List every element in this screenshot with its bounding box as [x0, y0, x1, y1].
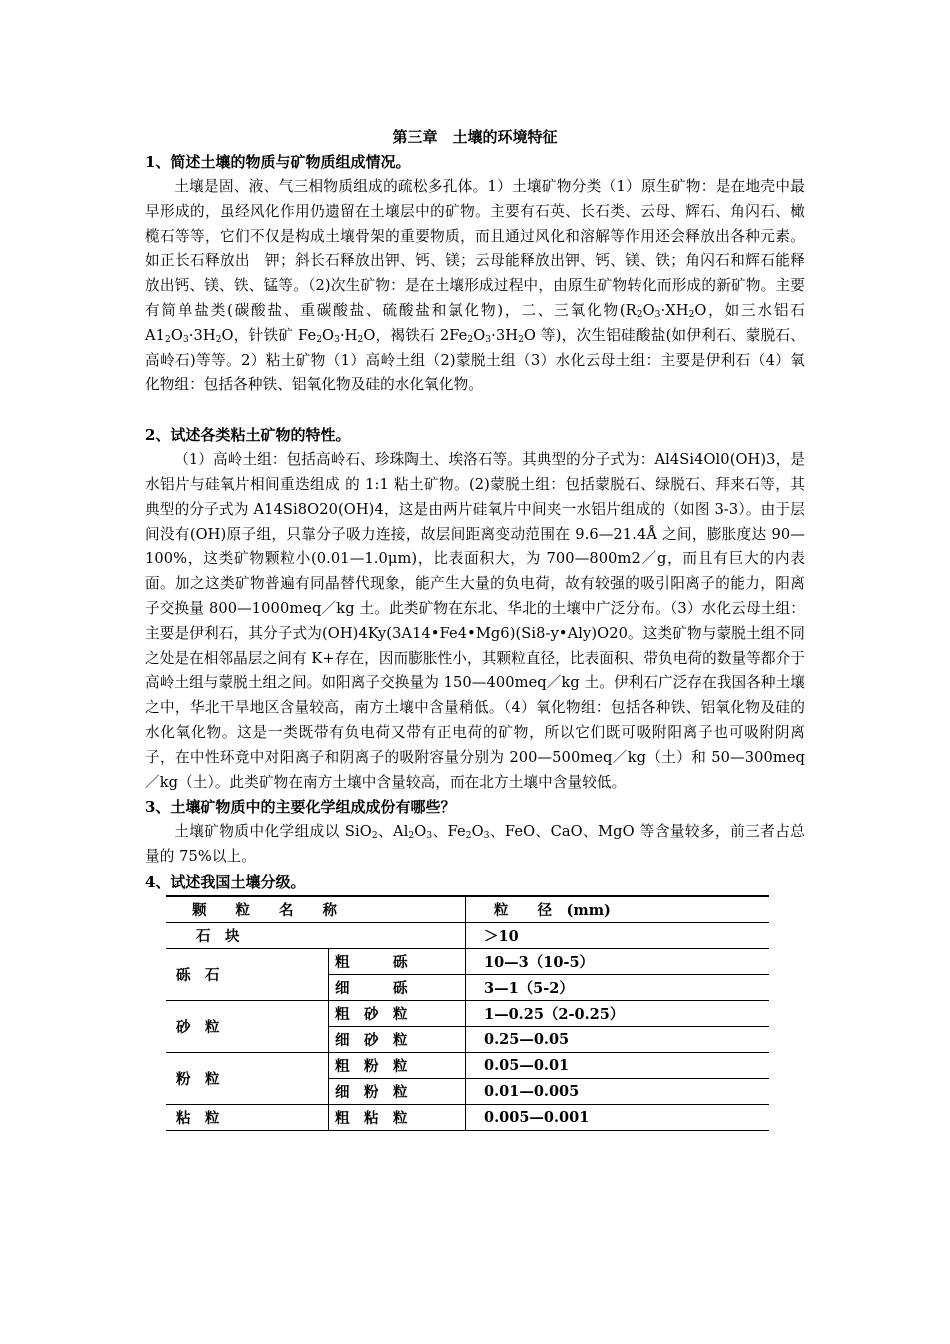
cell-gravel: 砾 石 — [166, 948, 329, 1000]
cell-stone: 石 块 — [166, 922, 466, 948]
question-2: 2、试述各类粘土矿物的特性。 — [145, 426, 351, 445]
table-row-silt-coarse — [166, 1052, 769, 1078]
cell-sand-coarse-size: 1—0.25（2-0.25） — [466, 1000, 770, 1026]
cell-silt: 粉 粒 — [166, 1052, 329, 1104]
cell-silt-fine: 细 粉 粒 — [329, 1078, 466, 1104]
cell-sand-fine-size: 0.25—0.05 — [466, 1026, 770, 1052]
cell-gravel-coarse-size: 10—3（10-5） — [466, 948, 770, 974]
header-grain-size: 粒 径 (mm) — [466, 896, 770, 923]
chapter-title: 第三章 土壤的环境特征 — [392, 128, 558, 146]
answer-2: （1）高岭土组：包括高岭石、珍珠陶土、埃洛石等。其典型的分子式为：Al4Si4Ol0(OH)3，是水铝片与硅氧片相间重迭组成 的 1:1 粘土矿物。(2)蒙脱土组：包括蒙脱石、绿脱石、拜来石等，其典型的分子式为 A14Si8O20(OH)4，这是由两片硅氧片中间夹一水铝片组成的（如图 3-3）。由于层间没有(OH)原子组，只靠分子吸力连接，故层间距离变动范围在 9.6—21.4Å 之间，膨胀度达 90—100%，这类矿物颗粒小(0.01—1.0μm)，比表面积大，为 700—800m2／g，而且有巨大的内表面。加之这类矿物普遍有同晶替代现象，能产生大量的负电荷，故有较强的吸引阳离子的能力，阳离子交换量 800—1000meq／kg 土。此类矿物在东北、华北的土壤中广泛分布。（3）水化云母土组：主要是伊利石，其分子式为(OH)4Ky(3A14•Fe4•Mg6)(Si8-y•Aly)O20。这类矿物与蒙脱土组不同之处是在相邻晶层之间有 K+存在，因而膨胀性小，其颗粒直径，比表面积、带负电荷的数量等都介于高岭土组与蒙脱土组之间。如阳离子交换量为 150—400meq／kg 土。伊利石广泛存在我国各种土壤之中，华北干旱地区含量较高，南方土壤中含量稍低。（4）氧化物组：包括各种铁、铝氧化物及硅的水化氧化物。这是一类既带有负电荷又带有正电荷的矿物，所以它们既可吸附阳离子也可吸附阴离子，在中性环竟中对阳离子和阴离子的吸附容量分别为 200—500meq／kg（土）和 50—300meq／kg（土）。此类矿物在南方土壤中含量较高，而在北方土壤中含量较低。 — [145, 451, 805, 791]
cell-sand: 砂 粒 — [166, 1000, 329, 1052]
cell-silt-coarse-size: 0.05—0.01 — [466, 1052, 770, 1078]
cell-stone-size: ＞10 — [466, 922, 770, 948]
cell-clay: 粘 粒 — [166, 1104, 329, 1130]
answer-3: 土壤矿物质中化学组成以 SiO$_2$、$Al_2O_3$、$Fe_2O_3$、FeO、CaO、MgO 等含量较多，前三者占总量的 75%以上。 — [145, 823, 805, 866]
cell-silt-coarse: 粗 粉 粒 — [329, 1052, 466, 1078]
cell-sand-fine: 细 砂 粒 — [329, 1026, 466, 1052]
table-row-sand-coarse — [166, 1000, 769, 1026]
table-header-row — [166, 896, 769, 923]
cell-clay-coarse-size: 0.005—0.001 — [466, 1104, 770, 1130]
question-4: 4、试述我国土壤分级。 — [145, 872, 306, 891]
document-page — [145, 125, 805, 1131]
table-row-gravel-coarse — [166, 948, 769, 974]
answer-1: 土壤是固、液、气三相物质组成的疏松多孔体。1）土壤矿物分类（1）原生矿物：是在地壳中最早形成的，虽经风化作用仍遗留在土壤层中的矿物。主要有石英、长石类、云母、辉石、角闪石、橄榄石等等，它们不仅是构成土壤骨架的重要物质，而且通过风化和溶解等作用还会释放出各种元素。如正长石释放出 钾；斜长石释放出钾、钙、镁；云母能释放出钾、钙、镁、铁；角闪石和辉石能释放出钙、镁、铁、锰等。（2)次生矿物：是在土壤形成过程中，由原生矿物转化而形成的新矿物。主要有简单盐类(碳酸盐、重碳酸盐、硫酸盐和氯化物)，二、三氧化物($R_2O_3\cdot XH_2O$，如三水铝石 $A1_2O_3\cdot 3H_2O$，针铁矿 $Fe_2O_3\cdot H_2O$，褐铁石 $2Fe_2O_3\cdot 3H_2O$ 等)，次生铝硅酸盐(如伊利石、蒙脱石、高岭石)等等。2）粘土矿物（1）高岭土组（2)蒙脱土组（3）水化云母土组：主要是伊利石（4）氧化物组：包括各种铁、铝氧化物及硅的水化氧化物。 — [145, 178, 805, 394]
header-grain-name: 颗 粒 名 称 — [166, 896, 466, 923]
question-3: 3、土壤矿物质中的主要化学组成成份有哪些？ — [145, 798, 456, 817]
cell-gravel-fine: 细 砾 — [329, 974, 466, 1000]
cell-silt-fine-size: 0.01—0.005 — [466, 1078, 770, 1104]
blank-line — [145, 398, 805, 423]
soil-grain-table — [166, 895, 769, 1131]
cell-clay-coarse: 粗 粘 粒 — [329, 1104, 466, 1130]
table-row-stone — [166, 922, 769, 948]
cell-gravel-fine-size: 3—1（5-2） — [466, 974, 770, 1000]
table-row-clay-coarse — [166, 1104, 769, 1130]
cell-gravel-coarse: 粗 砾 — [329, 948, 466, 974]
question-1: 1、简述土壤的物质与矿物质组成情况。 — [145, 153, 411, 171]
cell-sand-coarse: 粗 砂 粒 — [329, 1000, 466, 1026]
